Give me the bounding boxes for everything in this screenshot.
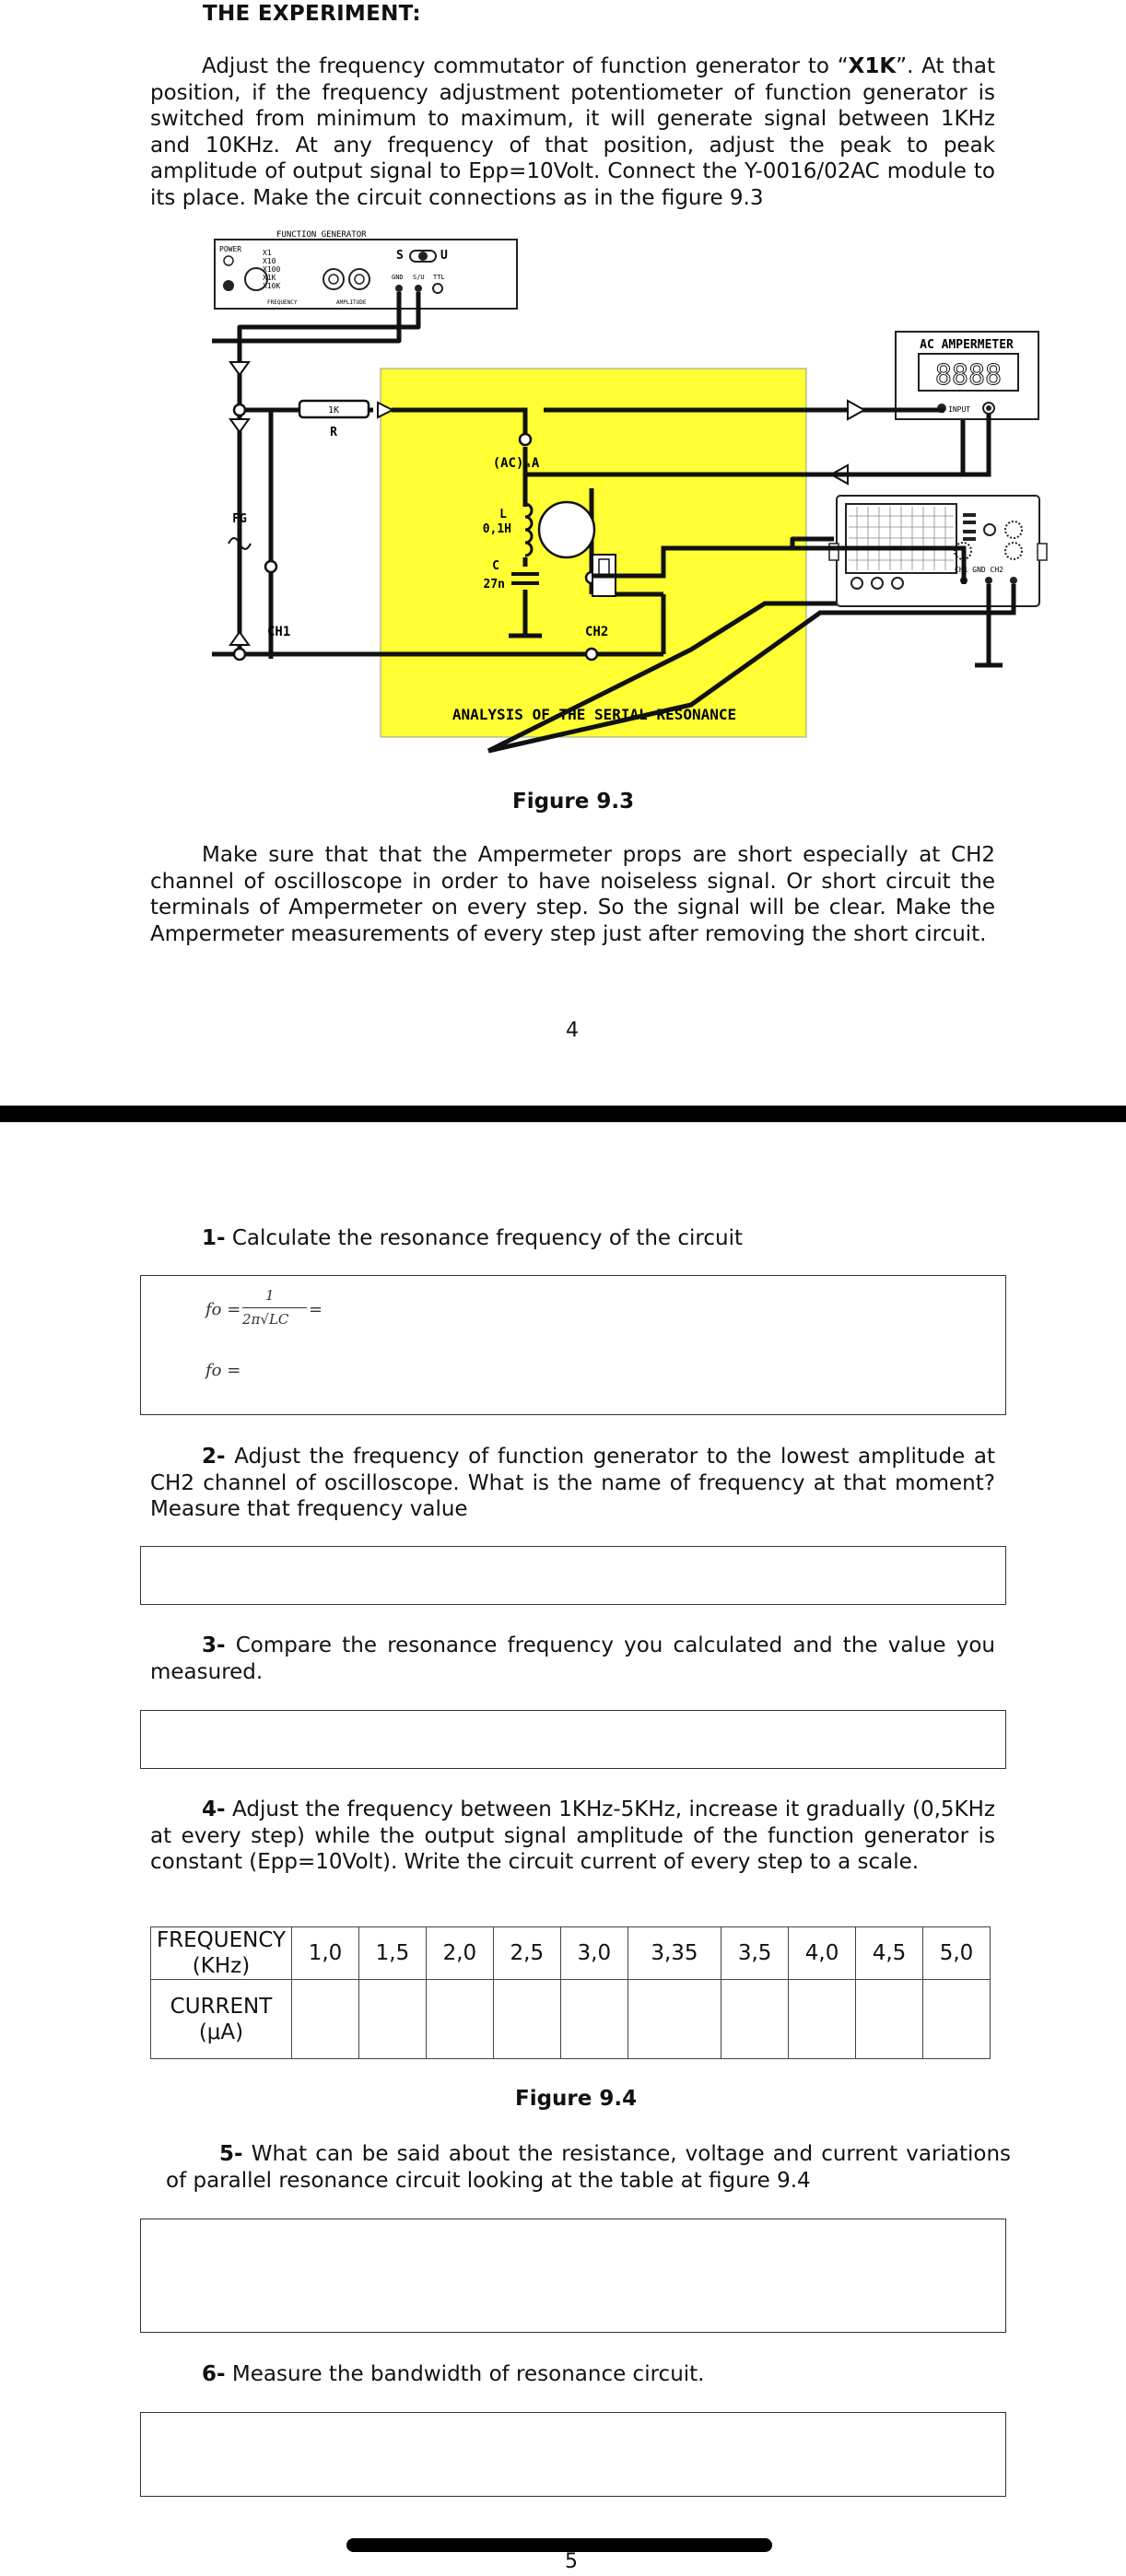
current-cell[interactable] — [560, 1980, 628, 2059]
current-cell[interactable] — [856, 1980, 923, 2059]
current-cell[interactable] — [493, 1980, 560, 2059]
formula-numerator: 1 — [265, 1287, 275, 1304]
current-cell[interactable] — [358, 1980, 426, 2059]
ch1-label: CH1 — [267, 625, 291, 639]
figure-9-3-caption: Figure 9.3 — [512, 790, 635, 814]
svg-text:X1: X1 — [263, 249, 272, 257]
freq-cell: 1,0 — [292, 1927, 359, 1980]
freq-cell: 3,5 — [721, 1927, 789, 1980]
ac-a-label: (AC)ₐA — [492, 456, 540, 471]
current-cell[interactable] — [721, 1980, 789, 2059]
fg-label: FG — [232, 512, 247, 526]
amplitude-label: AMPLITUDE — [336, 299, 367, 306]
svg-text:R: R — [330, 426, 337, 439]
current-cell[interactable] — [628, 1980, 721, 2059]
current-cell[interactable] — [923, 1980, 991, 2059]
ch2-label: CH2 — [585, 625, 609, 639]
home-indicator[interactable] — [346, 2538, 772, 2552]
question-2: 2- Adjust the frequency of function generator to the lowest amplitude at CH2 channel of oscilloscope. What is the name of frequency at that moment? Measure that frequency value — [150, 1445, 996, 1521]
svg-text:1K: 1K — [327, 405, 340, 416]
formula-denominator: 2π√LC — [242, 1311, 289, 1328]
svg-text:8888: 8888 — [934, 359, 1003, 392]
svg-text:X100: X100 — [263, 265, 281, 274]
formula-lhs: fo = — [205, 1300, 241, 1319]
answer-box-1[interactable]: fo = 1 2π√LC = fo = — [140, 1275, 1006, 1415]
power-switch — [223, 280, 234, 291]
svg-text:TTL: TTL — [433, 274, 445, 281]
intro-paragraph: Adjust the frequency commutator of function generator to “X1K”. At that position, if the frequency adjustment potentiometer of function generator is switched from minimum to maximum, it will generate signal between 1KHz and 10KHz. At any frequency of that position, adjust the peak to peak amplitude of output signal to Epp=10Volt. Connect the Y-0016/02AC module to its place. Make the circuit connections as in the figure 9.3 — [150, 54, 995, 210]
scope-ch-labels: CH1 GND CH2 — [955, 566, 1003, 574]
svg-text:S: S — [396, 249, 404, 263]
freq-cell: 3,35 — [628, 1927, 721, 1980]
answer-box-5[interactable] — [140, 2219, 1006, 2333]
svg-text:C: C — [492, 559, 499, 573]
current-cell[interactable] — [292, 1980, 359, 2059]
question-4: 4- Adjust the frequency between 1KHz-5KHz, increase it gradually (0,5KHz at every step) while the output signal amplitude of the function generator is constant (Epp=10Volt). Write the circuit current of every step to a scale. — [150, 1797, 996, 1874]
figure-9-4-caption: Figure 9.4 — [515, 2087, 638, 2111]
answer-box-3[interactable] — [140, 1710, 1006, 1769]
svg-text:X10K: X10K — [263, 282, 281, 290]
inductor-core — [539, 502, 594, 557]
freq-cell: 4,0 — [789, 1927, 856, 1980]
svg-text:S/U: S/U — [413, 274, 425, 281]
power-label: POWER — [219, 245, 242, 253]
frequency-label: FREQUENCY — [267, 299, 298, 306]
svg-text:L: L — [499, 508, 507, 521]
page-number-4: 4 — [566, 1019, 579, 1042]
svg-text:X10: X10 — [263, 257, 276, 265]
module-title: ANALYSIS OF THE SERIAL RESONANCE — [452, 706, 737, 723]
question-6: 6- Measure the bandwidth of resonance circuit. — [202, 2362, 705, 2386]
frequency-header: FREQUENCY (KHz) — [151, 1927, 292, 1980]
svg-text:0,1H: 0,1H — [482, 522, 511, 536]
freq-cell: 1,5 — [358, 1927, 426, 1980]
freq-cell: 5,0 — [923, 1927, 991, 1980]
frequency-current-table — [150, 1926, 991, 2059]
svg-text:INPUT: INPUT — [948, 405, 971, 414]
page-divider — [0, 1106, 1126, 1122]
svg-text:U: U — [440, 249, 448, 263]
experiment-heading: THE EXPERIMENT: — [203, 2, 421, 26]
svg-text:27n: 27n — [483, 578, 505, 591]
freq-cell: 4,5 — [856, 1927, 923, 1980]
freq-cell: 2,5 — [493, 1927, 560, 1980]
fg-title: FUNCTION GENERATOR — [276, 230, 367, 240]
current-header: CURRENT (μA) — [151, 1980, 292, 2059]
function-generator-panel — [215, 240, 517, 309]
circuit-diagram — [212, 226, 1050, 755]
page-number-5: 5 — [565, 2550, 578, 2573]
freq-cell: 3,0 — [560, 1927, 628, 1980]
note-paragraph: Make sure that that the Ampermeter props are short especially at CH2 channel of oscilloscope in order to have noiseless signal. Or short circuit the terminals of Ampermeter on every step. So the signal will be clear. Make the Ampermeter measurements of every step just after removing the short circuit. — [150, 843, 995, 946]
current-cell[interactable] — [426, 1980, 493, 2059]
question-1: 1- Calculate the resonance frequency of the circuit — [202, 1226, 743, 1250]
question-5: 5- What can be said about the resistance, voltage and current variations of parallel resonance circuit looking at the table at figure 9.4 — [166, 2142, 1011, 2193]
svg-text:X1K: X1K — [263, 274, 276, 282]
fraction-bar — [242, 1307, 307, 1308]
freq-cell: 2,0 — [426, 1927, 493, 1980]
answer-box-6[interactable] — [140, 2412, 1006, 2497]
svg-text:AC AMPERMETER: AC AMPERMETER — [920, 338, 1014, 352]
formula-result: fo = — [205, 1361, 241, 1380]
svg-text:GND: GND — [392, 274, 404, 281]
question-3: 3- Compare the resonance frequency you calculated and the value you measured. — [150, 1633, 995, 1684]
answer-box-2[interactable] — [140, 1546, 1006, 1605]
current-cell[interactable] — [789, 1980, 856, 2059]
